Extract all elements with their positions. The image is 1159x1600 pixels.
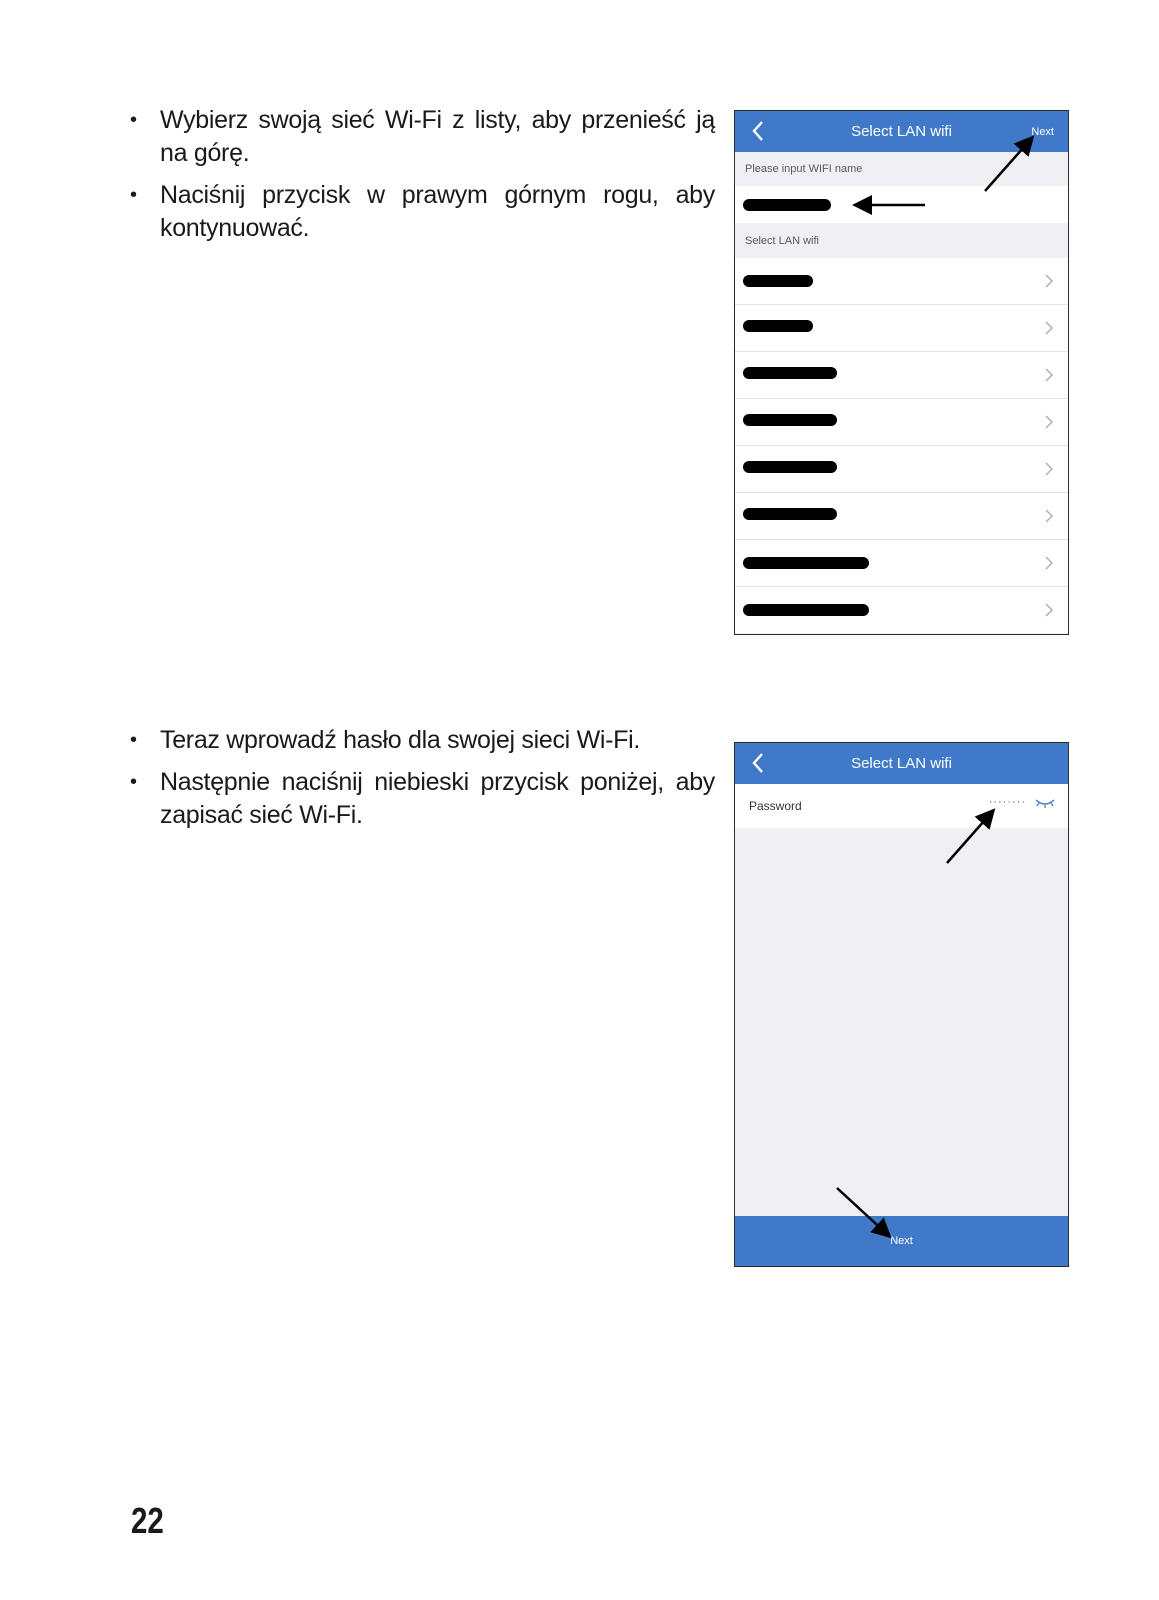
callout-arrows [735,743,1068,1266]
instruction-item: • Wybierz swoją sieć Wi-Fi z listy, aby przenieść ją na górę. [130,104,715,170]
page-number: 22 [131,1500,164,1541]
phone-screenshot-wifi-list [734,110,1069,635]
instructions-top [130,104,715,254]
callout-arrows [735,111,1068,634]
wifi-list-label: Select LAN wifi [745,235,819,247]
instruction-item: • Teraz wprowadź hasło dla swojej sieci Wi-Fi. [130,724,715,757]
screen-title: Select LAN wifi [851,755,952,772]
phone-screenshot-password [734,742,1069,1267]
callout-arrow-next [837,1188,888,1235]
password-input[interactable]: ········ [988,796,1026,808]
next-button[interactable]: Next [735,1216,1068,1266]
callout-arrow-next [985,139,1031,191]
password-label: Password [749,799,802,813]
instruction-item: • Naciśnij przycisk w prawym górnym rogu, aby kontynuować. [130,179,715,245]
callout-arrow-password [947,812,992,863]
next-button[interactable]: Next [1031,126,1054,138]
wifi-name-label: Please input WIFI name [745,163,863,175]
instructions-bottom [130,724,715,841]
instruction-item: • Następnie naciśnij niebieski przycisk poniżej, aby zapisać sieć Wi-Fi. [130,766,715,832]
screen-title: Select LAN wifi [851,123,952,140]
